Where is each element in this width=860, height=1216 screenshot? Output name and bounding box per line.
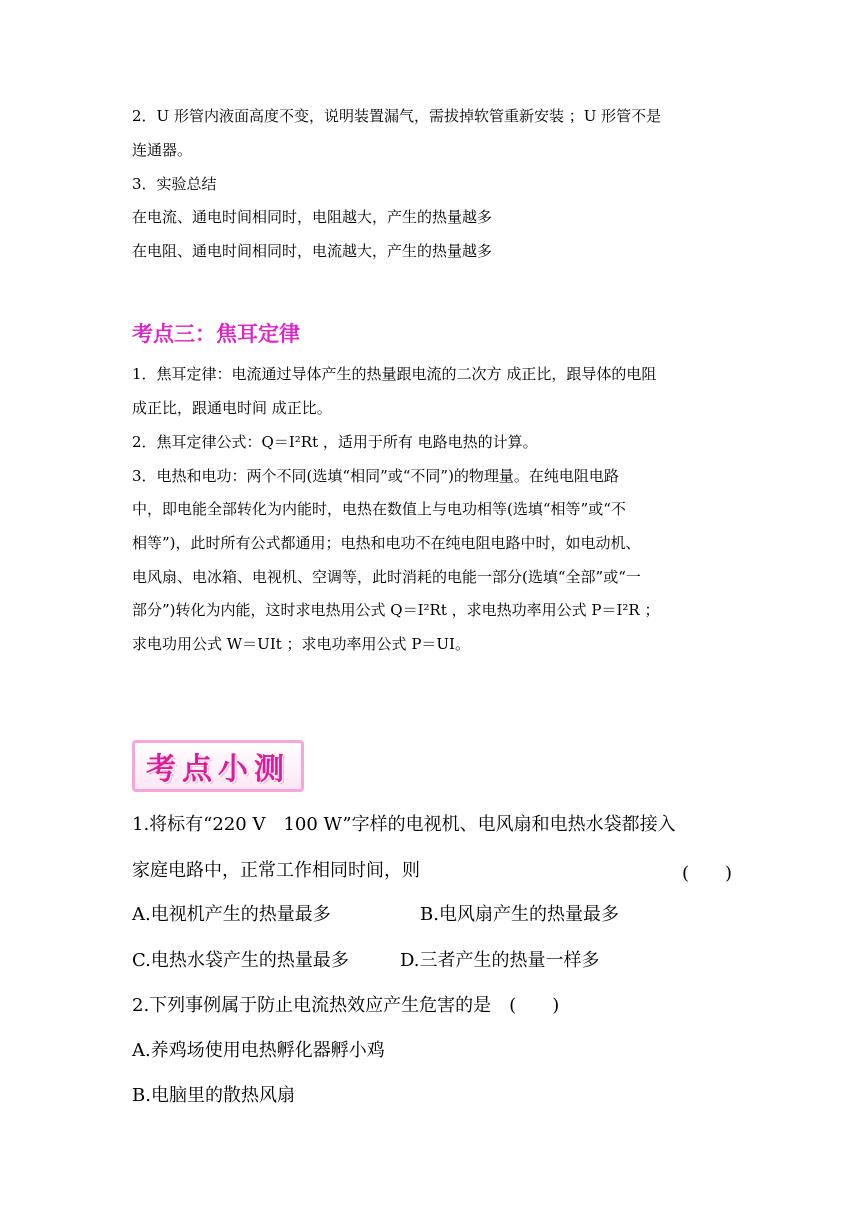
item2-line1: 2．U 形管内液面高度不变，说明装置漏气，需拔掉软管重新安装 ；U 形管不是	[132, 107, 662, 125]
joule-line-7: 电风扇、电冰箱、电视机、空调等，此时消耗的电能一部分(选填“全部”或“一	[132, 568, 641, 586]
quiz-badge-label: 考点小测	[146, 752, 290, 787]
q1-line2: 家庭电路中，正常工作相同时间，则	[132, 860, 420, 881]
q1-option-c: C.电热水袋产生的热量最多	[132, 950, 349, 971]
q2-option-b: B.电脑里的散热风扇	[132, 1085, 295, 1106]
q2-line: 2.下列事例属于防止电流热效应产生危害的是 ( )	[132, 995, 560, 1016]
q1-option-d: D.三者产生的热量一样多	[400, 950, 600, 971]
joule-line-2: 成正比，跟通电时间 成正比。	[132, 399, 332, 417]
joule-line-6: 相等”)，此时所有公式都通用；电热和电功不在纯电阻电路中时，如电动机、	[132, 534, 641, 552]
quiz-badge	[132, 740, 304, 792]
joule-line-3: 2．焦耳定律公式：Q＝I²Rt ，适用于所有 电路电热的计算。	[132, 433, 538, 451]
q1-option-a: A.电视机产生的热量最多	[132, 904, 331, 925]
item2-line2: 连通器。	[132, 141, 193, 159]
joule-line-1: 1．焦耳定律：电流通过导体产生的热量跟电流的二次方 成正比，跟导体的电阻	[132, 365, 657, 383]
summary-line2: 在电阻、通电时间相同时，电流越大，产生的热量越多	[132, 242, 493, 260]
joule-line-4: 3．电热和电功：两个不同(选填“相同”或“不同”)的物理量。在纯电阻电路	[132, 467, 619, 485]
q2-option-a: A.养鸡场使用电热孵化器孵小鸡	[132, 1040, 385, 1061]
joule-line-9: 求电功用公式 W＝UIt ；求电功率用公式 P＝UI。	[132, 635, 470, 653]
q1-line1: 1.将标有“220 V 100 W”字样的电视机、电风扇和电热水袋都接入	[132, 814, 676, 835]
summary-line1: 在电流、通电时间相同时，电阻越大，产生的热量越多	[132, 208, 493, 226]
joule-line-8: 部分”)转化为内能，这时求电热用公式 Q＝I²Rt ，求电热功率用公式 P＝I²R ；	[132, 601, 660, 619]
section-heading: 考点三：焦耳定律	[132, 322, 300, 346]
item3-title: 3．实验总结	[132, 175, 217, 193]
q1-option-b: B.电风扇产生的热量最多	[420, 904, 619, 925]
q1-answer-paren: ( )	[681, 863, 732, 884]
joule-line-5: 中，即电能全部转化为内能时，电热在数值上与电功相等(选填“相等”或“不	[132, 500, 626, 518]
